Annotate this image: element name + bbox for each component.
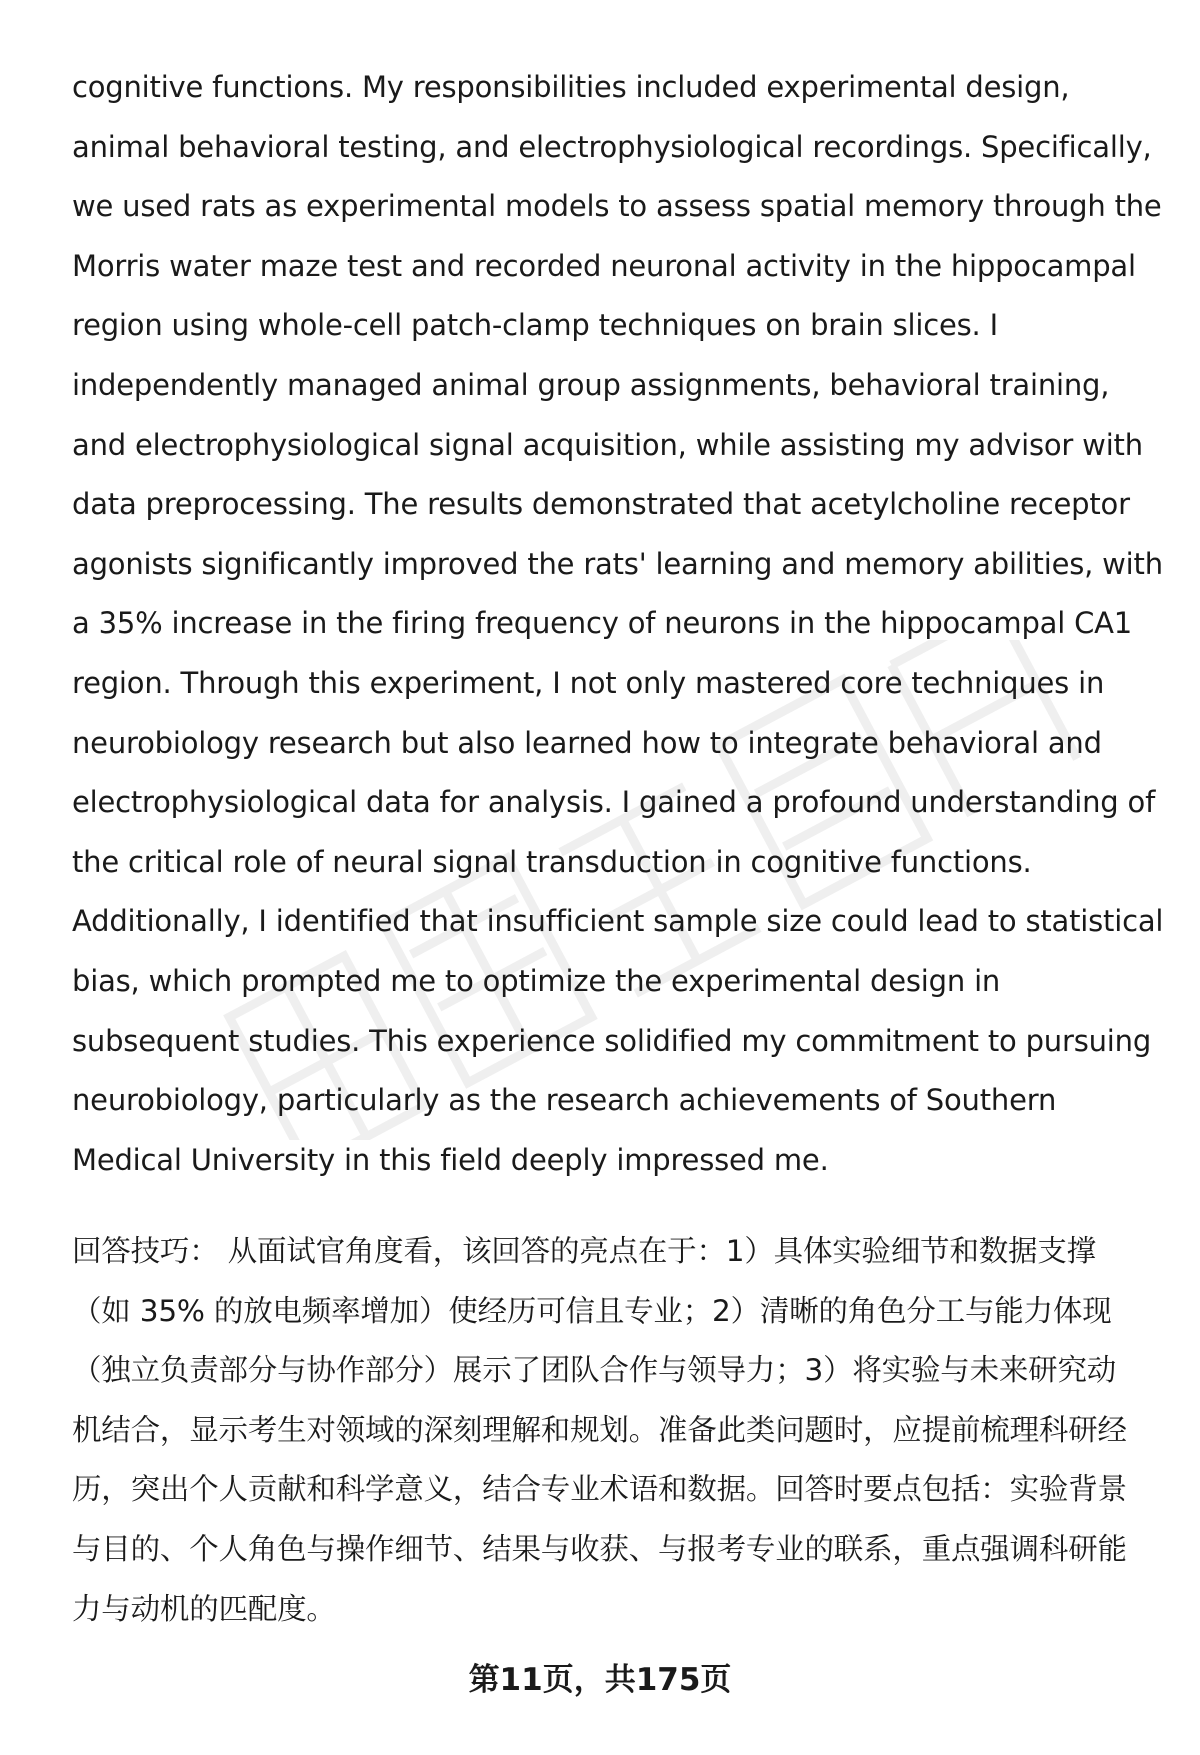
tip-line: 历，突出个人贡献和科学意义，结合专业术语和数据。回答时要点包括：实验背景	[72, 1472, 1127, 1507]
page-number-footer: 第11页，共175页	[468, 1662, 732, 1698]
tip-line: 回答技巧： 从面试官角度看，该回答的亮点在于：1）具体实验细节和数据支撑	[72, 1234, 1096, 1268]
text-line: and electrophysiological signal acquisition, while assisting my advisor with	[72, 427, 1143, 462]
text-line: cognitive functions. My responsibilities included experimental design,	[72, 70, 1070, 104]
text-line: independently managed animal group assignments, behavioral training,	[72, 367, 1110, 402]
tip-line: （如 35% 的放电频率增加）使经历可信且专业；2）清晰的角色分工与能力体现	[72, 1293, 1112, 1328]
text-line: region. Through this experiment, I not only mastered core techniques in	[72, 665, 1105, 700]
text-line: the critical role of neural signal transduction in cognitive functions.	[72, 844, 1032, 879]
text-line: subsequent studies. This experience solidified my commitment to pursuing	[72, 1023, 1152, 1058]
text-line: region using whole-cell patch-clamp techniques on brain slices. I	[72, 308, 998, 343]
text-line: animal behavioral testing, and electrophysiological recordings. Specifically,	[72, 129, 1152, 164]
text-line: neurobiology, particularly as the research achievements of Southern	[72, 1083, 1057, 1118]
text-line: a 35% increase in the firing frequency of neurons in the hippocampal CA1	[72, 606, 1133, 641]
text-line: we used rats as experimental models to assess spatial memory through the	[72, 189, 1162, 224]
text-line: Morris water maze test and recorded neuronal activity in the hippocampal	[72, 248, 1136, 283]
tip-line: 机结合，显示考生对领域的深刻理解和规划。准备此类问题时，应提前梳理科研经	[72, 1412, 1127, 1447]
text-line: bias, which prompted me to optimize the experimental design in	[72, 963, 1001, 998]
text-line: data preprocessing. The results demonstrated that acetylcholine receptor	[72, 487, 1130, 522]
answer-tips-paragraph	[72, 1222, 1152, 1639]
tip-line: 力与动机的匹配度。	[72, 1591, 336, 1626]
text-line: electrophysiological data for analysis. I gained a profound understanding of	[72, 785, 1156, 820]
text-line: Additionally, I identified that insufficient sample size could lead to statistical	[72, 904, 1164, 939]
tip-line: （独立负责部分与协作部分）展示了团队合作与领导力；3）将实验与未来研究动	[72, 1353, 1117, 1388]
text-line: neurobiology research but also learned how to integrate behavioral and	[72, 725, 1102, 760]
text-line: Medical University in this field deeply impressed me.	[72, 1142, 829, 1177]
tip-line: 与目的、个人角色与操作细节、结果与收获、与报考专业的联系，重点强调科研能	[72, 1531, 1127, 1566]
english-answer-paragraph	[72, 58, 1164, 1190]
text-line: agonists significantly improved the rats' learning and memory abilities, with	[72, 546, 1163, 581]
